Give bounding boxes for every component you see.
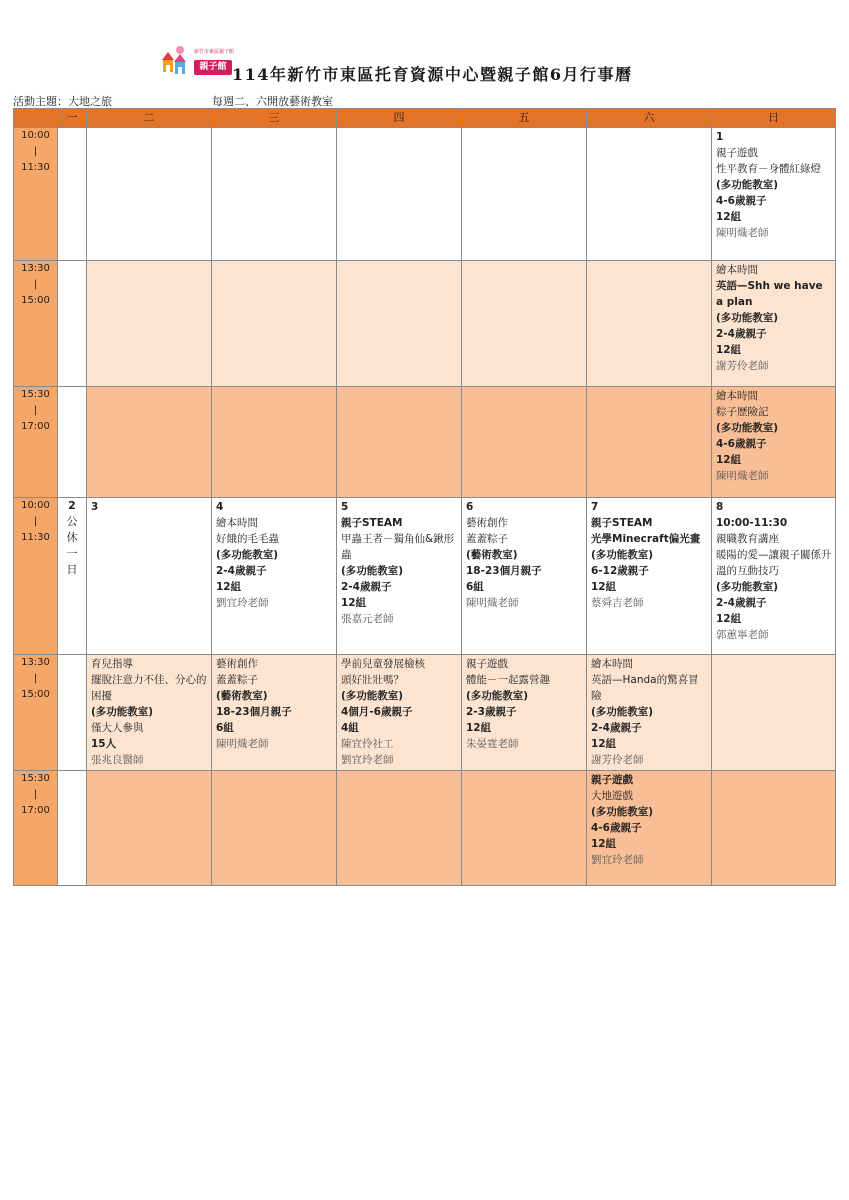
event-cell-sat-7: 7 親子STEAM 光學Minecraft偏光畫 (多功能教室) 6-12歲親子 12組 蔡舜吉老師	[587, 498, 712, 655]
event-cell-sun-1-am: 1 親子遊戲 性平教育－身體紅綠燈 (多功能教室) 4-6歲親子 12組 陳明熾老師	[712, 128, 836, 261]
time-slot-late: 15:30 | 17:00	[14, 387, 58, 498]
day-cell	[462, 261, 587, 387]
time-slot-afternoon: 13:30 | 15:00	[14, 261, 58, 387]
logo-house-icon	[160, 44, 194, 84]
day-cell	[462, 128, 587, 261]
day-cell	[462, 387, 587, 498]
weekday-tue: 二	[87, 109, 212, 128]
day-cell	[87, 128, 212, 261]
event-cell-sat-7-pm: 繪本時間 英語—Handa的驚喜冒險 (多功能教室) 2-4歲親子 12組 謝芳伶老師	[587, 655, 712, 771]
day-cell	[712, 771, 836, 886]
time-slot-morning: 10:00 | 11:30	[14, 128, 58, 261]
calendar-table	[13, 108, 836, 886]
activity-theme: 活動主題：大地之旅	[13, 95, 112, 108]
event-cell-sun-1-late: 繪本時間 粽子歷險記 (多功能教室) 4-6歲親子 12組 陳明熾老師	[712, 387, 836, 498]
time-slot-afternoon: 13:30 | 15:00	[14, 655, 58, 771]
day-cell	[337, 387, 462, 498]
weekday-sun: 日	[712, 109, 836, 128]
page-header	[160, 44, 720, 88]
week2-morning-row	[14, 498, 836, 655]
day-cell	[212, 261, 337, 387]
day-cell	[587, 261, 712, 387]
day-cell	[58, 655, 87, 771]
weekday-sat: 六	[587, 109, 712, 128]
day-cell	[58, 771, 87, 886]
week1-afternoon-row	[14, 261, 836, 387]
day-cell	[587, 128, 712, 261]
time-slot-late: 15:30 | 17:00	[14, 771, 58, 886]
event-cell-fri-6-pm: 親子遊戲 體能－一起露營趣 (多功能教室) 2-3歲親子 12組 朱晏霆老師	[462, 655, 587, 771]
event-cell-sun-1-pm: 繪本時間 英語—Shh we have a plan (多功能教室) 2-4歲親子 12組 謝芳伶老師	[712, 261, 836, 387]
event-cell-tue-3-pm: 育兒指導 擺脫注意力不佳、分心的困擾 (多功能教室) 僅大人參與 15人 張兆良醫師	[87, 655, 212, 771]
day-cell	[87, 387, 212, 498]
weekday-header-row	[14, 109, 836, 128]
day-cell	[212, 387, 337, 498]
day-cell	[58, 128, 87, 261]
day-cell	[87, 771, 212, 886]
event-cell-tue-3: 3	[87, 498, 212, 655]
week2-afternoon-row	[14, 655, 836, 771]
day-cell	[337, 261, 462, 387]
weekday-thu: 四	[337, 109, 462, 128]
event-cell-sat-7-late: 親子遊戲 大地遊戲 (多功能教室) 4-6歲親子 12組 劉宜玲老師	[587, 771, 712, 886]
day-cell	[87, 261, 212, 387]
day-cell	[337, 128, 462, 261]
week1-late-row	[14, 387, 836, 498]
day-cell	[212, 771, 337, 886]
weekday-mon: 一	[58, 109, 87, 128]
day-cell	[212, 128, 337, 261]
week1-morning-row	[14, 128, 836, 261]
art-room-note: 每週二、六開放藝術教室	[212, 95, 333, 108]
event-cell-wed-4: 4 繪本時間 好餓的毛毛蟲 (多功能教室) 2-4歲親子 12組 劉宜玲老師	[212, 498, 337, 655]
day-cell	[58, 261, 87, 387]
event-cell-sun-8: 8 10:00-11:30 親職教育講座 暖陽的愛—讓親子關係升溫的互動技巧 (多功能教室) 2-4歲親子 12組 郭蕙寧老師	[712, 498, 836, 655]
time-slot-morning: 10:00 | 11:30	[14, 498, 58, 655]
event-cell-fri-6: 6 藝術創作 蓋蓋粽子 (藝術教室) 18-23個月親子 6組 陳明熾老師	[462, 498, 587, 655]
day-cell	[58, 387, 87, 498]
logo-subtext: 新竹市東區親子館	[194, 49, 235, 55]
day-cell	[587, 387, 712, 498]
page-title: 114年新竹市東區托育資源中心暨親子館6月行事曆	[232, 65, 633, 84]
week2-late-row	[14, 771, 836, 886]
logo	[160, 44, 234, 84]
event-cell-thu-5-pm: 學前兒童發展檢核 頭好壯壯嗎？ (多功能教室) 4個月-6歲親子 4組 陳宜伶社工 劉宜玲老師	[337, 655, 462, 771]
event-cell-wed-4-pm: 藝術創作 蓋蓋粽子 (藝術教室) 18-23個月親子 6組 陳明熾老師	[212, 655, 337, 771]
day-cell	[712, 655, 836, 771]
event-cell-thu-5: 5 親子STEAM 甲蟲王者－獨角仙&鍬形蟲 (多功能教室) 2-4歲親子 12組 張嘉元老師	[337, 498, 462, 655]
weekday-fri: 五	[462, 109, 587, 128]
logo-text: 親子館	[194, 60, 232, 75]
corner-cell	[14, 109, 58, 128]
day-cell	[337, 771, 462, 886]
weekday-wed: 三	[212, 109, 337, 128]
day-cell	[462, 771, 587, 886]
event-cell-mon-2: 2 公 休 一 日	[58, 498, 87, 655]
